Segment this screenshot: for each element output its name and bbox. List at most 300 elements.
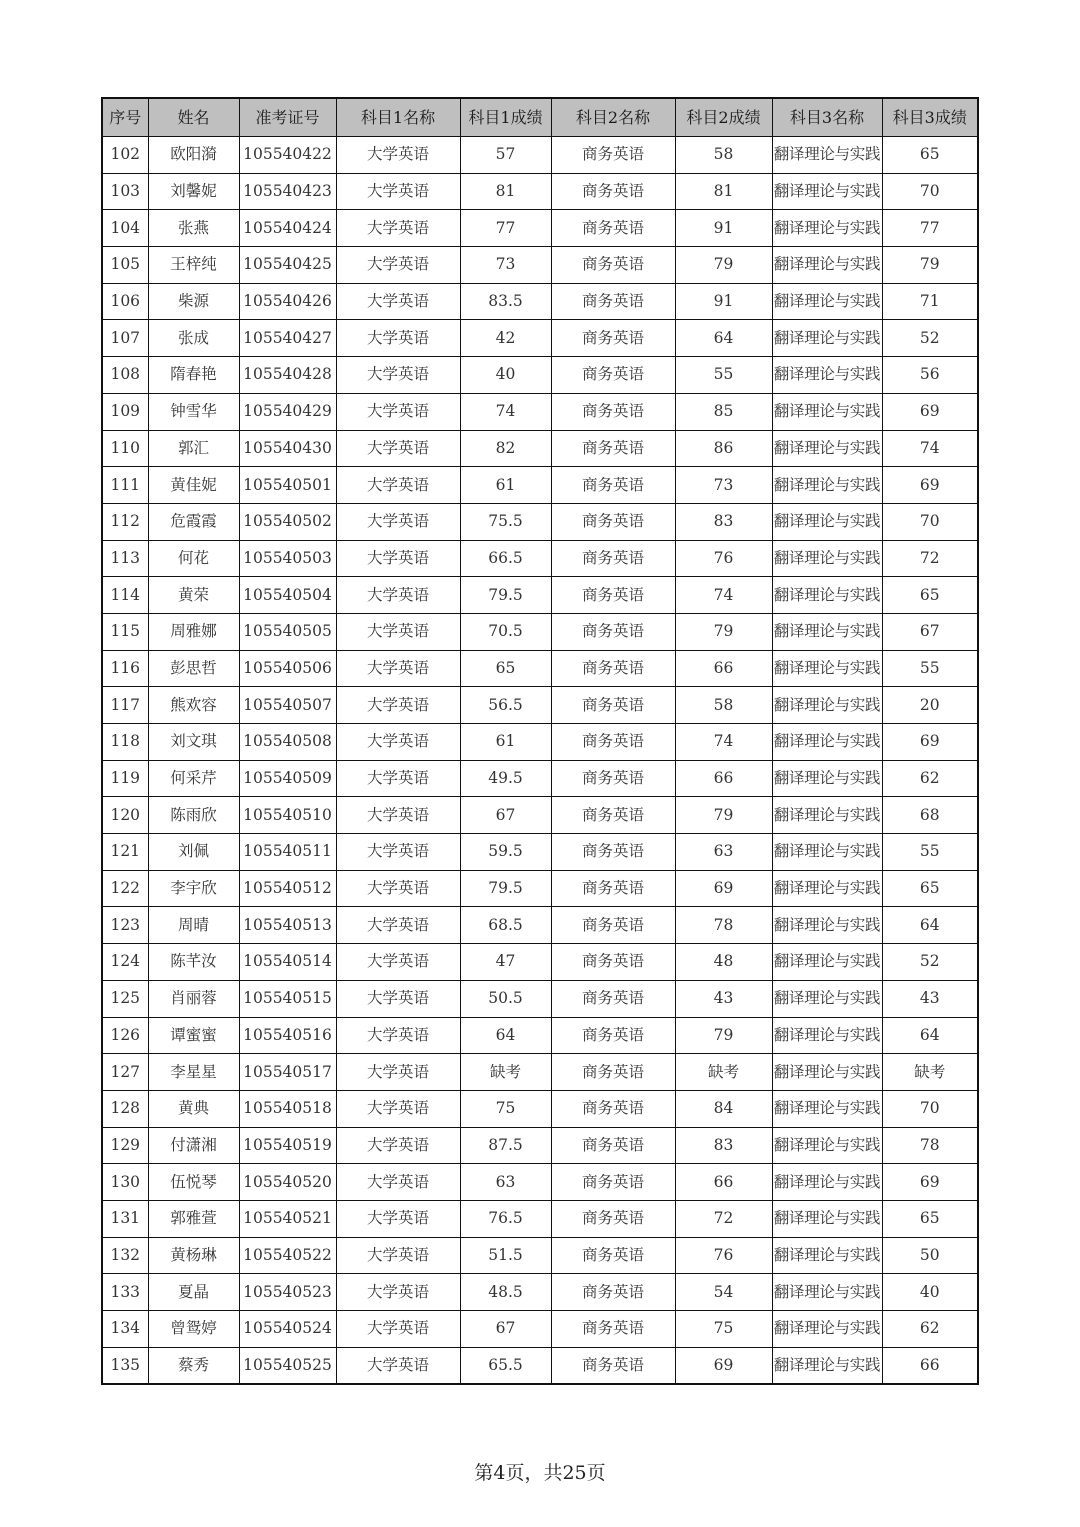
cell-subject2-name: 商务英语 [551,430,675,467]
cell-subject3-score: 72 [882,540,978,577]
cell-subject2-score: 85 [675,393,772,430]
cell-subject3-name: 翻译理论与实践 [772,467,882,504]
cell-subject1-name: 大学英语 [336,1347,460,1384]
cell-subject2-score: 91 [675,210,772,247]
cell-subject2-score: 73 [675,467,772,504]
cell-subject3-score: 77 [882,210,978,247]
cell-seq: 105 [102,247,148,284]
cell-subject2-score: 75 [675,1311,772,1348]
cell-subject3-name: 翻译理论与实践 [772,393,882,430]
cell-name: 陈雨欣 [148,797,239,834]
cell-subject1-name: 大学英语 [336,724,460,761]
cell-subject3-name: 翻译理论与实践 [772,687,882,724]
cell-subject1-score: 57 [460,137,551,174]
cell-subject3-score: 69 [882,393,978,430]
cell-seq: 127 [102,1054,148,1091]
column-header-subject3-score: 科目3成绩 [882,98,978,137]
table-row [102,577,978,614]
cell-name: 钟雪华 [148,393,239,430]
table-row [102,1347,978,1384]
cell-ticket-number: 105540507 [239,687,336,724]
cell-ticket-number: 105540514 [239,944,336,981]
cell-subject3-name: 翻译理论与实践 [772,357,882,394]
cell-subject3-name: 翻译理论与实践 [772,944,882,981]
cell-subject3-name: 翻译理论与实践 [772,1311,882,1348]
cell-subject3-name: 翻译理论与实践 [772,834,882,871]
cell-subject2-score: 79 [675,613,772,650]
cell-name: 欧阳漪 [148,137,239,174]
cell-subject1-score: 75 [460,1090,551,1127]
cell-subject3-score: 20 [882,687,978,724]
cell-subject3-name: 翻译理论与实践 [772,503,882,540]
column-header-ticket-number: 准考证号 [239,98,336,137]
cell-subject2-name: 商务英语 [551,760,675,797]
cell-ticket-number: 105540521 [239,1200,336,1237]
cell-subject3-name: 翻译理论与实践 [772,1054,882,1091]
cell-seq: 128 [102,1090,148,1127]
cell-ticket-number: 105540517 [239,1054,336,1091]
cell-seq: 119 [102,760,148,797]
cell-subject1-name: 大学英语 [336,1017,460,1054]
table-row [102,613,978,650]
cell-subject1-name: 大学英语 [336,944,460,981]
cell-seq: 114 [102,577,148,614]
cell-subject2-score: 72 [675,1200,772,1237]
cell-subject2-score: 79 [675,1017,772,1054]
cell-name: 郭雅萱 [148,1200,239,1237]
column-header-subject1-score: 科目1成绩 [460,98,551,137]
cell-seq: 131 [102,1200,148,1237]
cell-subject3-name: 翻译理论与实践 [772,577,882,614]
cell-subject3-name: 翻译理论与实践 [772,1090,882,1127]
cell-subject3-name: 翻译理论与实践 [772,1164,882,1201]
cell-name: 蔡秀 [148,1347,239,1384]
cell-subject1-name: 大学英语 [336,173,460,210]
cell-subject1-name: 大学英语 [336,980,460,1017]
cell-subject2-score: 58 [675,687,772,724]
cell-ticket-number: 105540511 [239,834,336,871]
cell-subject2-name: 商务英语 [551,1017,675,1054]
cell-ticket-number: 105540430 [239,430,336,467]
table-row [102,797,978,834]
cell-subject1-score: 缺考 [460,1054,551,1091]
cell-subject3-score: 65 [882,1200,978,1237]
table-row [102,1200,978,1237]
cell-subject3-score: 65 [882,870,978,907]
cell-subject2-name: 商务英语 [551,137,675,174]
cell-ticket-number: 105540515 [239,980,336,1017]
cell-subject1-score: 77 [460,210,551,247]
table-row [102,1237,978,1274]
cell-subject1-name: 大学英语 [336,283,460,320]
cell-subject3-name: 翻译理论与实践 [772,540,882,577]
cell-subject1-name: 大学英语 [336,430,460,467]
cell-subject1-score: 82 [460,430,551,467]
cell-subject3-name: 翻译理论与实践 [772,283,882,320]
cell-subject1-score: 50.5 [460,980,551,1017]
cell-subject1-name: 大学英语 [336,797,460,834]
cell-ticket-number: 105540513 [239,907,336,944]
table-row [102,173,978,210]
cell-subject2-name: 商务英语 [551,724,675,761]
cell-name: 刘馨妮 [148,173,239,210]
cell-name: 夏晶 [148,1274,239,1311]
cell-subject3-name: 翻译理论与实践 [772,870,882,907]
cell-subject2-name: 商务英语 [551,1090,675,1127]
table-row [102,834,978,871]
cell-subject3-score: 64 [882,907,978,944]
cell-seq: 117 [102,687,148,724]
cell-subject2-name: 商务英语 [551,247,675,284]
cell-subject2-name: 商务英语 [551,393,675,430]
cell-subject1-score: 56.5 [460,687,551,724]
cell-seq: 118 [102,724,148,761]
cell-subject1-score: 74 [460,393,551,430]
cell-subject3-score: 65 [882,137,978,174]
cell-ticket-number: 105540519 [239,1127,336,1164]
cell-name: 刘文琪 [148,724,239,761]
cell-name: 陈芊汝 [148,944,239,981]
cell-subject1-name: 大学英语 [336,1164,460,1201]
table-row [102,944,978,981]
cell-seq: 112 [102,503,148,540]
cell-subject3-score: 79 [882,247,978,284]
cell-seq: 120 [102,797,148,834]
cell-subject1-name: 大学英语 [336,870,460,907]
cell-seq: 125 [102,980,148,1017]
cell-subject3-score: 52 [882,944,978,981]
cell-subject2-name: 商务英语 [551,1164,675,1201]
cell-subject2-name: 商务英语 [551,1347,675,1384]
cell-seq: 122 [102,870,148,907]
column-header-subject2-score: 科目2成绩 [675,98,772,137]
cell-subject2-score: 48 [675,944,772,981]
cell-subject3-score: 62 [882,760,978,797]
cell-subject3-score: 70 [882,1090,978,1127]
cell-name: 郭汇 [148,430,239,467]
cell-subject1-name: 大学英语 [336,760,460,797]
cell-ticket-number: 105540508 [239,724,336,761]
cell-subject1-score: 87.5 [460,1127,551,1164]
cell-ticket-number: 105540426 [239,283,336,320]
cell-name: 黄荣 [148,577,239,614]
cell-subject2-score: 55 [675,357,772,394]
cell-subject3-score: 69 [882,1164,978,1201]
cell-subject2-name: 商务英语 [551,834,675,871]
cell-subject2-name: 商务英语 [551,577,675,614]
cell-subject2-name: 商务英语 [551,1127,675,1164]
cell-subject2-name: 商务英语 [551,797,675,834]
cell-subject1-score: 47 [460,944,551,981]
cell-subject3-score: 缺考 [882,1054,978,1091]
cell-subject1-name: 大学英语 [336,907,460,944]
cell-subject1-name: 大学英语 [336,1200,460,1237]
cell-subject3-score: 67 [882,613,978,650]
cell-subject1-name: 大学英语 [336,1127,460,1164]
cell-subject2-name: 商务英语 [551,210,675,247]
cell-ticket-number: 105540520 [239,1164,336,1201]
cell-subject1-score: 65.5 [460,1347,551,1384]
cell-name: 周雅娜 [148,613,239,650]
column-header-subject2-name: 科目2名称 [551,98,675,137]
cell-seq: 121 [102,834,148,871]
cell-subject3-name: 翻译理论与实践 [772,430,882,467]
cell-ticket-number: 105540501 [239,467,336,504]
cell-subject2-name: 商务英语 [551,1237,675,1274]
cell-subject2-score: 66 [675,650,772,687]
table-row [102,1090,978,1127]
cell-subject2-name: 商务英语 [551,980,675,1017]
cell-name: 刘佩 [148,834,239,871]
score-table [101,97,979,1385]
cell-subject3-name: 翻译理论与实践 [772,650,882,687]
cell-subject2-name: 商务英语 [551,503,675,540]
cell-ticket-number: 105540506 [239,650,336,687]
table-row [102,1274,978,1311]
cell-name: 何采芹 [148,760,239,797]
cell-ticket-number: 105540505 [239,613,336,650]
cell-subject3-score: 78 [882,1127,978,1164]
cell-subject3-name: 翻译理论与实践 [772,137,882,174]
cell-subject3-name: 翻译理论与实践 [772,760,882,797]
cell-subject2-score: 84 [675,1090,772,1127]
cell-subject1-score: 40 [460,357,551,394]
cell-subject3-score: 50 [882,1237,978,1274]
cell-subject3-name: 翻译理论与实践 [772,1017,882,1054]
cell-subject2-score: 69 [675,1347,772,1384]
table-row [102,540,978,577]
cell-subject3-name: 翻译理论与实践 [772,613,882,650]
cell-subject2-name: 商务英语 [551,1200,675,1237]
cell-subject1-name: 大学英语 [336,210,460,247]
cell-ticket-number: 105540510 [239,797,336,834]
cell-seq: 135 [102,1347,148,1384]
cell-name: 李星星 [148,1054,239,1091]
cell-subject2-score: 缺考 [675,1054,772,1091]
cell-subject1-score: 63 [460,1164,551,1201]
table-row [102,503,978,540]
cell-subject1-score: 49.5 [460,760,551,797]
cell-seq: 129 [102,1127,148,1164]
cell-subject2-name: 商务英语 [551,650,675,687]
cell-subject2-score: 58 [675,137,772,174]
cell-subject2-score: 79 [675,797,772,834]
table-row [102,687,978,724]
cell-subject3-score: 69 [882,467,978,504]
cell-seq: 123 [102,907,148,944]
table-row [102,650,978,687]
cell-subject3-score: 43 [882,980,978,1017]
table-row [102,137,978,174]
cell-subject2-score: 91 [675,283,772,320]
table-row [102,1311,978,1348]
cell-ticket-number: 105540424 [239,210,336,247]
cell-name: 熊欢容 [148,687,239,724]
column-header-name: 姓名 [148,98,239,137]
cell-subject2-name: 商务英语 [551,173,675,210]
cell-subject1-name: 大学英语 [336,834,460,871]
cell-name: 伍悦琴 [148,1164,239,1201]
cell-subject1-name: 大学英语 [336,137,460,174]
cell-seq: 124 [102,944,148,981]
cell-subject1-name: 大学英语 [336,540,460,577]
table-row [102,467,978,504]
cell-subject1-name: 大学英语 [336,613,460,650]
table-row [102,283,978,320]
cell-seq: 134 [102,1311,148,1348]
cell-seq: 115 [102,613,148,650]
cell-name: 黄佳妮 [148,467,239,504]
cell-ticket-number: 105540509 [239,760,336,797]
cell-subject3-score: 55 [882,650,978,687]
cell-subject1-name: 大学英语 [336,1054,460,1091]
cell-subject1-name: 大学英语 [336,247,460,284]
cell-ticket-number: 105540429 [239,393,336,430]
cell-seq: 130 [102,1164,148,1201]
table-row [102,760,978,797]
cell-subject1-score: 51.5 [460,1237,551,1274]
cell-subject3-name: 翻译理论与实践 [772,907,882,944]
column-header-subject3-name: 科目3名称 [772,98,882,137]
cell-subject2-score: 79 [675,247,772,284]
cell-seq: 110 [102,430,148,467]
cell-subject3-score: 55 [882,834,978,871]
cell-subject1-score: 76.5 [460,1200,551,1237]
cell-subject3-score: 56 [882,357,978,394]
cell-subject1-name: 大学英语 [336,467,460,504]
table-row [102,1127,978,1164]
table-row [102,210,978,247]
cell-subject1-score: 79.5 [460,870,551,907]
cell-subject2-score: 76 [675,540,772,577]
cell-subject2-score: 69 [675,870,772,907]
cell-subject1-score: 42 [460,320,551,357]
cell-seq: 111 [102,467,148,504]
cell-subject3-name: 翻译理论与实践 [772,1200,882,1237]
cell-seq: 102 [102,137,148,174]
cell-subject3-score: 68 [882,797,978,834]
cell-subject2-score: 74 [675,724,772,761]
cell-name: 黄杨琳 [148,1237,239,1274]
cell-subject3-name: 翻译理论与实践 [772,1237,882,1274]
cell-subject1-score: 81 [460,173,551,210]
cell-subject2-name: 商务英语 [551,907,675,944]
cell-name: 李宇欣 [148,870,239,907]
cell-seq: 104 [102,210,148,247]
table-row [102,980,978,1017]
cell-subject2-name: 商务英语 [551,1054,675,1091]
cell-subject1-score: 59.5 [460,834,551,871]
cell-subject2-name: 商务英语 [551,870,675,907]
cell-name: 付潇湘 [148,1127,239,1164]
cell-subject2-name: 商务英语 [551,320,675,357]
table-row [102,247,978,284]
cell-subject3-score: 62 [882,1311,978,1348]
cell-subject1-score: 65 [460,650,551,687]
cell-subject1-score: 67 [460,1311,551,1348]
cell-subject2-name: 商务英语 [551,357,675,394]
cell-subject3-name: 翻译理论与实践 [772,1347,882,1384]
header-row [102,98,978,137]
cell-ticket-number: 105540428 [239,357,336,394]
cell-seq: 132 [102,1237,148,1274]
cell-subject1-name: 大学英语 [336,1274,460,1311]
cell-name: 曾鸳婷 [148,1311,239,1348]
cell-seq: 106 [102,283,148,320]
table-row [102,724,978,761]
cell-ticket-number: 105540427 [239,320,336,357]
table-row [102,393,978,430]
cell-seq: 107 [102,320,148,357]
cell-subject2-score: 76 [675,1237,772,1274]
cell-subject1-score: 79.5 [460,577,551,614]
cell-ticket-number: 105540523 [239,1274,336,1311]
cell-subject3-name: 翻译理论与实践 [772,1127,882,1164]
cell-subject3-score: 64 [882,1017,978,1054]
cell-ticket-number: 105540425 [239,247,336,284]
table-header [102,98,978,137]
table-row [102,1164,978,1201]
cell-ticket-number: 105540524 [239,1311,336,1348]
cell-subject1-score: 67 [460,797,551,834]
cell-ticket-number: 105540512 [239,870,336,907]
cell-ticket-number: 105540503 [239,540,336,577]
cell-name: 张成 [148,320,239,357]
cell-subject3-name: 翻译理论与实践 [772,724,882,761]
cell-subject1-score: 61 [460,724,551,761]
cell-ticket-number: 105540518 [239,1090,336,1127]
table-row [102,1017,978,1054]
cell-subject3-name: 翻译理论与实践 [772,247,882,284]
cell-subject2-score: 78 [675,907,772,944]
cell-seq: 103 [102,173,148,210]
cell-subject3-name: 翻译理论与实践 [772,1274,882,1311]
cell-subject1-score: 64 [460,1017,551,1054]
page-number: 第4页，共25页 [474,1462,606,1484]
cell-subject2-name: 商务英语 [551,1311,675,1348]
cell-subject2-name: 商务英语 [551,283,675,320]
cell-seq: 113 [102,540,148,577]
cell-subject2-score: 86 [675,430,772,467]
table-row [102,1054,978,1091]
cell-subject2-score: 83 [675,1127,772,1164]
cell-ticket-number: 105540516 [239,1017,336,1054]
table-row [102,870,978,907]
cell-subject3-name: 翻译理论与实践 [772,320,882,357]
cell-subject3-score: 69 [882,724,978,761]
column-header-subject1-name: 科目1名称 [336,98,460,137]
cell-ticket-number: 105540504 [239,577,336,614]
cell-name: 何花 [148,540,239,577]
cell-subject2-score: 64 [675,320,772,357]
cell-seq: 109 [102,393,148,430]
cell-name: 肖丽蓉 [148,980,239,1017]
cell-subject2-name: 商务英语 [551,687,675,724]
cell-subject1-score: 68.5 [460,907,551,944]
cell-subject1-score: 48.5 [460,1274,551,1311]
cell-name: 谭蜜蜜 [148,1017,239,1054]
cell-ticket-number: 105540422 [239,137,336,174]
cell-subject1-name: 大学英语 [336,650,460,687]
cell-subject1-score: 75.5 [460,503,551,540]
cell-subject1-name: 大学英语 [336,393,460,430]
cell-name: 危霞霞 [148,503,239,540]
cell-name: 王梓纯 [148,247,239,284]
cell-subject2-score: 83 [675,503,772,540]
cell-name: 周晴 [148,907,239,944]
cell-subject3-name: 翻译理论与实践 [772,173,882,210]
cell-subject1-score: 73 [460,247,551,284]
